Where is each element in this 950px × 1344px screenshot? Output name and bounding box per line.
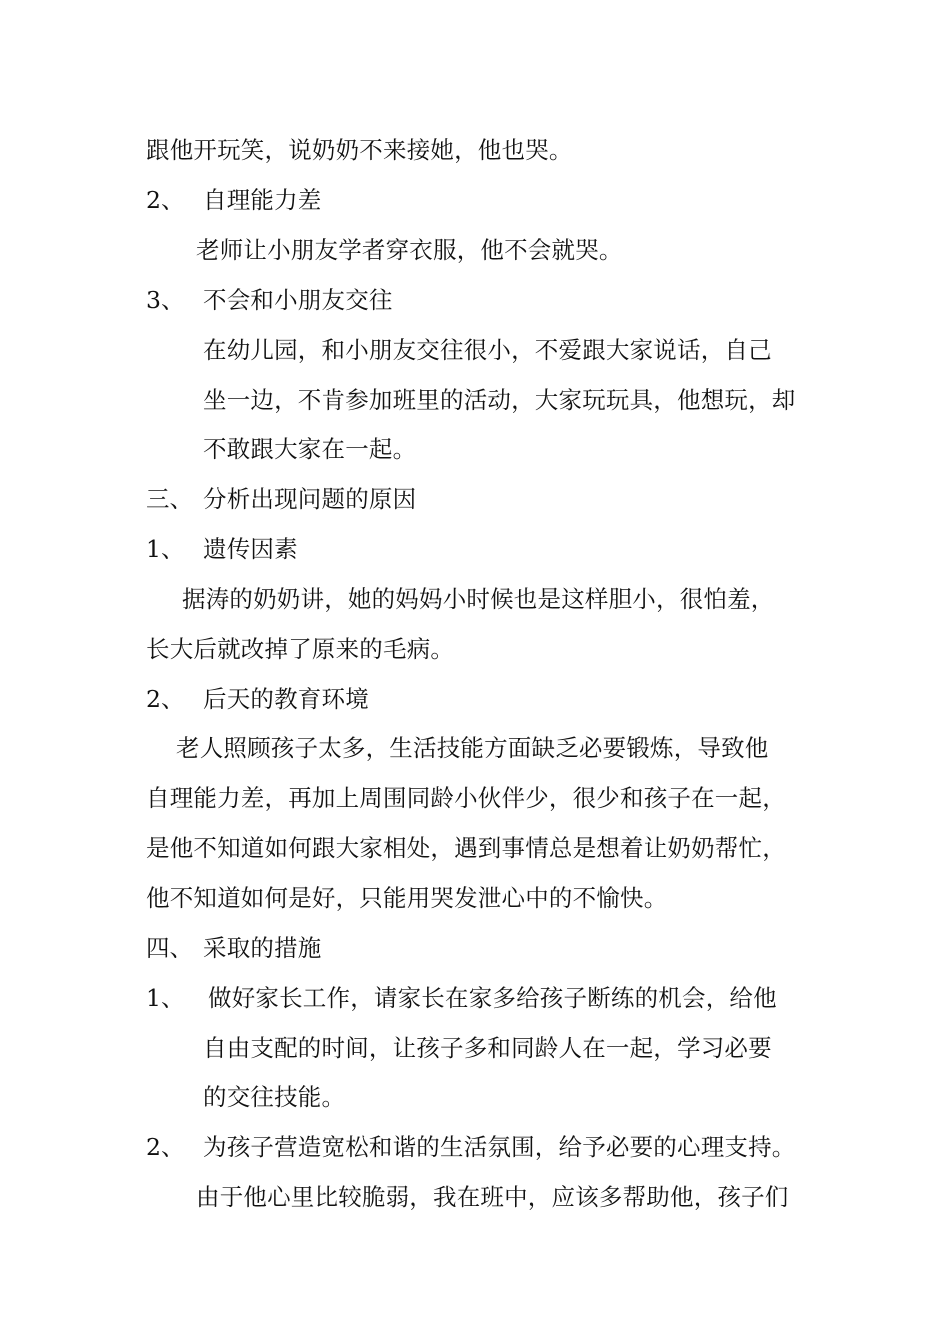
section-heading: 遗传因素 (203, 535, 298, 563)
list-marker: 3、 (146, 286, 185, 314)
section-heading: 采取的措施 (203, 934, 322, 962)
paragraph-line: 跟他开玩笑，说奶奶不来接她，他也哭。 (146, 136, 573, 164)
list-marker: 四、 (146, 934, 193, 962)
list-marker: 1、 (146, 535, 185, 563)
paragraph-line: 他不知道如何是好，只能用哭发泄心中的不愉快。 (146, 884, 668, 912)
section-heading: 后天的教育环境 (203, 685, 369, 713)
paragraph-line: 自理能力差，再加上周围同龄小伙伴少，很少和孩子在一起， (146, 784, 786, 812)
list-marker: 2、 (146, 186, 185, 214)
paragraph-line: 在幼儿园，和小朋友交往很小，不爱跟大家说话，自己 (203, 336, 772, 364)
paragraph-line: 长大后就改掉了原来的毛病。 (146, 635, 455, 663)
list-marker: 2、 (146, 685, 185, 713)
paragraph-line: 是他不知道如何跟大家相处，遇到事情总是想着让奶奶帮忙， (146, 834, 786, 862)
list-marker: 2、 (146, 1133, 185, 1161)
section-heading: 分析出现问题的原因 (203, 485, 417, 513)
paragraph-line: 据涛的奶奶讲，她的妈妈小时候也是这样胆小，很怕羞， (182, 585, 775, 613)
paragraph-line: 不敢跟大家在一起。 (203, 435, 417, 463)
section-heading: 不会和小朋友交往 (203, 286, 393, 314)
paragraph-line: 老师让小朋友学者穿衣服，他不会就哭。 (196, 236, 623, 264)
paragraph-line: 坐一边，不肯参加班里的活动，大家玩玩具，他想玩，却 (203, 386, 796, 414)
paragraph-line: 自由支配的时间，让孩子多和同龄人在一起，学习必要 (203, 1034, 772, 1062)
paragraph-line: 做好家长工作，请家长在家多给孩子断练的机会，给他 (208, 984, 777, 1012)
paragraph-line: 为孩子营造宽松和谐的生活氛围，给予必要的心理支持。 (203, 1133, 796, 1161)
section-heading: 自理能力差 (203, 186, 322, 214)
paragraph-line: 由于他心里比较脆弱，我在班中，应该多帮助他，孩子们 (196, 1183, 789, 1211)
list-marker: 1、 (146, 984, 185, 1012)
list-marker: 三、 (146, 485, 193, 513)
paragraph-line: 的交往技能。 (203, 1083, 346, 1111)
paragraph-line: 老人照顾孩子太多，生活技能方面缺乏必要锻炼，导致他 (176, 734, 769, 762)
